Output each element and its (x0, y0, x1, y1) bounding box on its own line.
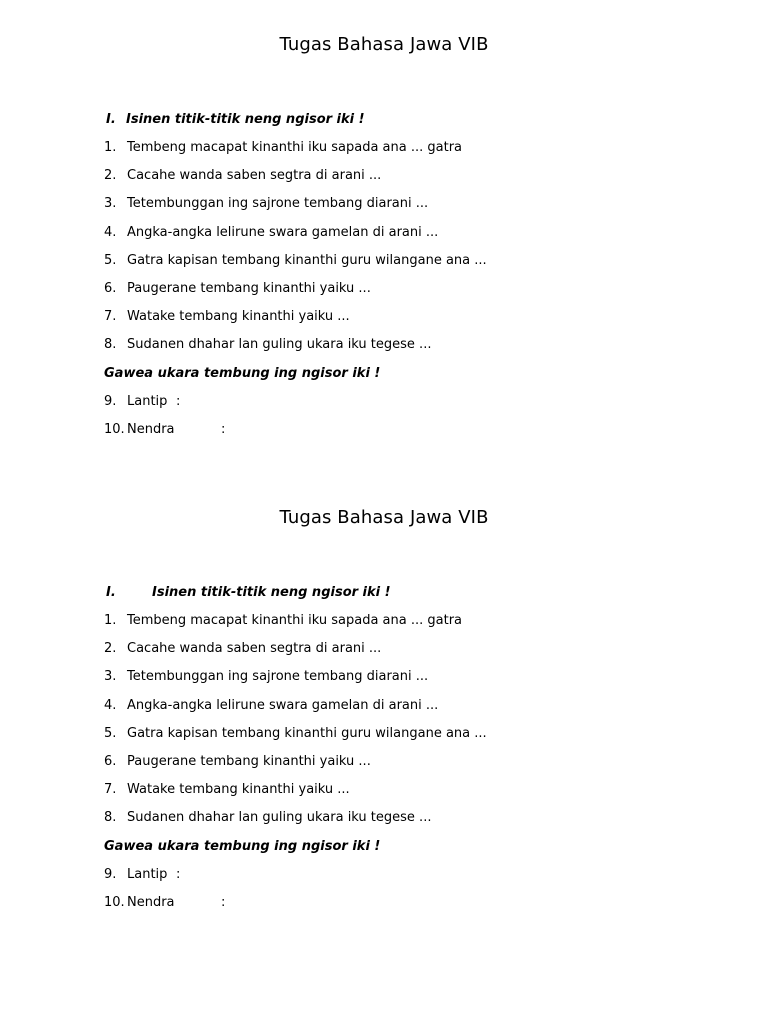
section-heading (106, 110, 365, 130)
question-number: 3. (104, 669, 117, 685)
question-item (0, 724, 768, 752)
question-item (0, 223, 768, 251)
question-item (0, 611, 768, 639)
question-text: Tembeng macapat kinanthi iku sapada ana ... gatra (127, 140, 463, 155)
question-text: Sudanen dhahar lan guling ukara iku tegese ... (127, 810, 432, 826)
question-number: 2. (104, 641, 117, 657)
question-text: Tetembunggan ing sajrone tembang diarani ... (127, 196, 429, 212)
sentence-word: Lantip (127, 394, 168, 409)
question-number: 4. (104, 224, 117, 240)
sentence-colon: : (221, 422, 226, 437)
sentence-word: Nendra (127, 422, 175, 437)
question-text: Cacahe wanda saben segtra di arani ... (127, 641, 382, 657)
question-item (0, 639, 768, 667)
question-text: Cacahe wanda saben segtra di arani ... (127, 168, 382, 184)
question-item (0, 279, 768, 307)
question-number: 1. (104, 613, 117, 628)
question-text: Tetembunggan ing sajrone tembang diarani ... (127, 669, 429, 685)
sentence-colon: : (176, 867, 181, 882)
question-text: Gatra kapisan tembang kinanthi guru wilangane ana ... (127, 252, 487, 268)
question-item (0, 335, 768, 363)
question-number: 7. (104, 782, 117, 798)
question-number: 2. (104, 168, 117, 184)
question-list (0, 138, 768, 364)
question-text: Watake tembang kinanthi yaiku ... (127, 782, 350, 798)
question-text: Tembeng macapat kinanthi iku sapada ana ... gatra (127, 613, 463, 628)
question-text: Gatra kapisan tembang kinanthi guru wilangane ana ... (127, 725, 487, 741)
section-number: I. (106, 585, 116, 600)
section-instruction: Isinen titik-titik neng ngisor iki ! (152, 585, 391, 600)
document-title: Tugas Bahasa Jawa VIB (279, 507, 489, 528)
question-item (0, 194, 768, 222)
question-item (0, 780, 768, 808)
section-number: I. (106, 112, 116, 127)
sentence-colon: : (221, 895, 226, 910)
question-text: Watake tembang kinanthi yaiku ... (127, 309, 350, 325)
question-text: Angka-angka lelirune swara gamelan di arani ... (127, 224, 439, 240)
question-number: 4. (104, 697, 117, 713)
question-number: 5. (104, 725, 117, 741)
question-number: 8. (104, 337, 117, 353)
question-number: 1. (104, 140, 117, 155)
question-item (0, 808, 768, 836)
document-title: Tugas Bahasa Jawa VIB (279, 34, 489, 55)
sentence-number: 9. (104, 867, 117, 882)
sentence-instruction: Gawea ukara tembung ing ngisor iki ! (104, 839, 381, 854)
section-instruction: Isinen titik-titik neng ngisor iki ! (126, 112, 365, 127)
section-heading (106, 583, 391, 603)
question-text: Angka-angka lelirune swara gamelan di arani ... (127, 697, 439, 713)
sentence-instruction: Gawea ukara tembung ing ngisor iki ! (104, 366, 381, 381)
sentence-number: 10. (104, 422, 125, 437)
sentence-word: Lantip (127, 867, 168, 882)
question-text: Sudanen dhahar lan guling ukara iku tegese ... (127, 337, 432, 353)
question-item (0, 667, 768, 695)
question-number: 7. (104, 309, 117, 325)
question-list (0, 611, 768, 837)
question-text: Paugerane tembang kinanthi yaiku ... (127, 280, 371, 296)
question-number: 3. (104, 196, 117, 212)
question-number: 8. (104, 810, 117, 826)
question-item (0, 752, 768, 780)
sentence-colon: : (176, 394, 181, 409)
question-text: Paugerane tembang kinanthi yaiku ... (127, 753, 371, 769)
question-item (0, 138, 768, 166)
question-item (0, 251, 768, 279)
question-item (0, 166, 768, 194)
question-item (0, 307, 768, 335)
sentence-number: 9. (104, 394, 117, 409)
question-number: 5. (104, 252, 117, 268)
sentence-number: 10. (104, 895, 125, 910)
question-number: 6. (104, 753, 117, 769)
question-number: 6. (104, 280, 117, 296)
sentence-word: Nendra (127, 895, 175, 910)
question-item (0, 696, 768, 724)
